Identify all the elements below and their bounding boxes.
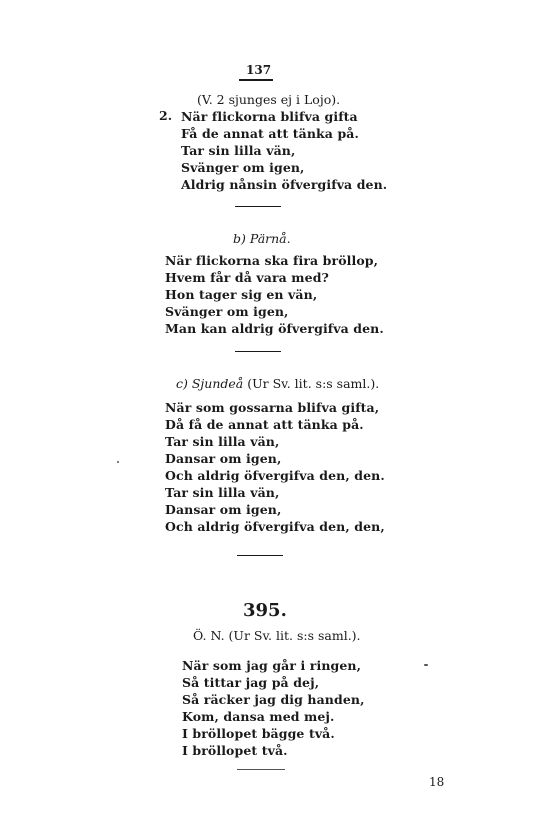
- header-rule: [239, 79, 273, 81]
- song-number: 395.: [243, 600, 287, 621]
- variant-heading: [176, 376, 379, 391]
- verse-line: Hon tager sig en vän,: [165, 287, 318, 302]
- verse-block-c: [165, 399, 385, 535]
- verse-line: När flickorna blifva gifta: [181, 109, 358, 124]
- verse-number: 2.: [159, 108, 173, 123]
- verse-line: Svänger om igen,: [181, 160, 305, 175]
- verse-line: När som jag går i ringen,: [182, 658, 362, 673]
- verse-line: Kom, dansa med mej.: [182, 709, 335, 724]
- verse-block-395: [182, 657, 365, 759]
- verse-block-b: [165, 252, 384, 337]
- signature-number: 18: [429, 775, 445, 789]
- verse-line: Dansar om igen,: [165, 502, 282, 517]
- variant-heading: b) Pärnå.: [233, 231, 291, 246]
- verse-line: Så räcker jag dig handen,: [182, 692, 365, 707]
- verse-line: I bröllopet två.: [182, 743, 288, 758]
- verse-line: När flickorna ska fira bröllop,: [165, 253, 379, 268]
- verse-block-a: [181, 108, 387, 193]
- verse-line: Dansar om igen,: [165, 451, 282, 466]
- section-divider: [237, 769, 285, 770]
- scan-speck: [424, 664, 428, 666]
- verse-note: (V. 2 sjunges ej i Lojo).: [197, 92, 341, 107]
- verse-line: Då få de annat att tänka på.: [165, 417, 364, 432]
- variant-source: (Ur Sv. lit. s:s saml.).: [247, 376, 380, 391]
- verse-line: Och aldrig öfvergifva den, den.: [165, 468, 385, 483]
- verse-line: Så tittar jag på dej,: [182, 675, 320, 690]
- verse-line: Man kan aldrig öfvergifva den.: [165, 321, 384, 336]
- section-divider: [235, 206, 281, 207]
- verse-line: Och aldrig öfvergifva den, den,: [165, 519, 385, 534]
- page-number: 137: [246, 63, 272, 77]
- verse-line: Aldrig nånsin öfvergifva den.: [181, 177, 388, 192]
- verse-line: Få de annat att tänka på.: [181, 126, 359, 141]
- section-divider: [235, 351, 281, 352]
- verse-line: Tar sin lilla vän,: [165, 485, 280, 500]
- section-divider: [237, 555, 283, 556]
- verse-line: I bröllopet bägge två.: [182, 726, 335, 741]
- variant-place: c) Sjundeå: [176, 376, 244, 391]
- verse-line: Svänger om igen,: [165, 304, 289, 319]
- verse-line: Tar sin lilla vän,: [165, 434, 280, 449]
- verse-line: Hvem får då vara med?: [165, 270, 329, 285]
- song-source: Ö. N. (Ur Sv. lit. s:s saml.).: [193, 628, 361, 643]
- verse-line: Tar sin lilla vän,: [181, 143, 296, 158]
- verse-line: När som gossarna blifva gifta,: [165, 400, 380, 415]
- scan-speck: [117, 461, 119, 463]
